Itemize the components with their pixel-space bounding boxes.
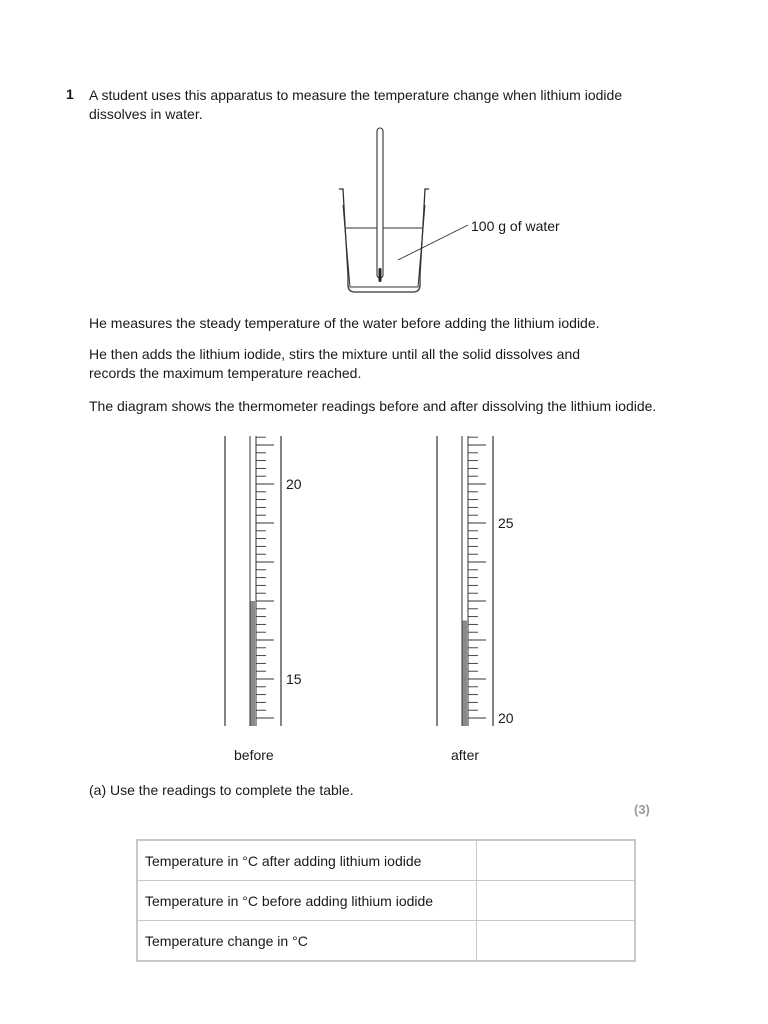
thermometer-before	[218, 434, 318, 730]
table-row	[137, 921, 635, 962]
scale-label: 15	[286, 671, 302, 687]
table-row	[137, 881, 635, 921]
marks-badge: (3)	[634, 802, 650, 817]
answer-cell-change[interactable]	[477, 921, 636, 962]
thermometer-after	[430, 434, 530, 730]
row-label-before: Temperature in °C before adding lithium iodide	[137, 881, 477, 921]
answer-table	[136, 839, 636, 962]
answer-cell-after[interactable]	[477, 840, 636, 881]
scale-label: 20	[286, 476, 302, 492]
table-row	[137, 840, 635, 881]
question-intro: A student uses this apparatus to measure the temperature change when lithium iodide dissolves in water.	[89, 87, 623, 122]
liquid-column	[251, 601, 256, 726]
question-number: 1	[66, 86, 74, 102]
beaker-apparatus-diagram	[330, 125, 570, 300]
answer-cell-before[interactable]	[477, 881, 636, 921]
apparatus-label: 100 g of water	[471, 218, 560, 234]
scale-label: 20	[498, 710, 514, 726]
paragraph-diagram-description: The diagram shows the thermometer readings before and after dissolving the lithium iodide.	[89, 398, 657, 414]
caption-before: before	[234, 747, 274, 763]
paragraph-steady-temperature: He measures the steady temperature of the water before adding the lithium iodide.	[89, 315, 600, 331]
part-a-instruction: (a) Use the readings to complete the table.	[89, 782, 354, 798]
row-label-after: Temperature in °C after adding lithium iodide	[137, 840, 477, 881]
caption-after: after	[451, 747, 480, 763]
liquid-column	[463, 621, 468, 727]
scale-label: 25	[498, 515, 514, 531]
paragraph-adds-lithium-iodide: He then adds the lithium iodide, stirs the mixture until all the solid dissolves and records the maximum temperature reached.	[89, 346, 581, 381]
row-label-change: Temperature change in °C	[137, 921, 477, 962]
